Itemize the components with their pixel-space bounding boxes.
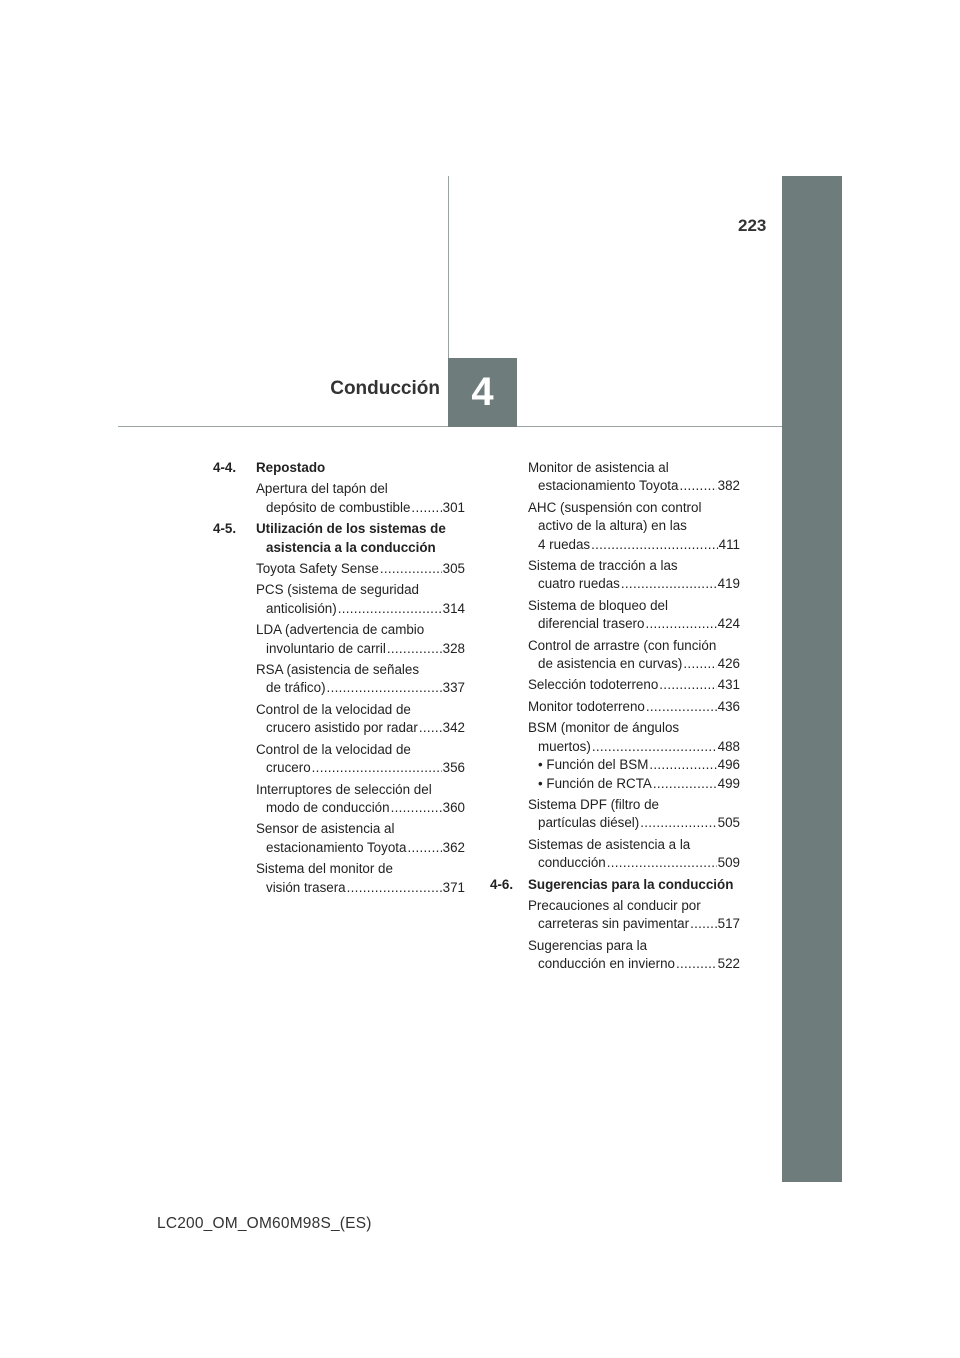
page-ref: 360 — [442, 799, 465, 815]
page-ref: 382 — [717, 478, 740, 494]
toc-entry-fuel-cap[interactable]: Apertura del tapón del depósito de combustible ..... 301 — [256, 480, 465, 517]
toc-entry-cruise[interactable]: Control de la velocidad de crucero ..... 356 — [256, 741, 465, 778]
page-ref: 499 — [717, 775, 740, 791]
toc-subentry-rcta-function[interactable]: • Función de RCTA ..... 499 — [528, 775, 740, 793]
page-ref: 522 — [717, 956, 740, 972]
page-ref: 371 — [442, 879, 465, 895]
page-ref: 436 — [717, 698, 740, 714]
toc-entry-pcs[interactable]: PCS (sistema de seguridad anticolisión) ..... 314 — [256, 581, 465, 618]
chapter-side-tab — [782, 176, 842, 1182]
toc-entry-lda[interactable]: LDA (advertencia de cambio involuntario de carril ..... 328 — [256, 621, 465, 658]
toc-entry-parking-monitor[interactable]: Monitor de asistencia al estacionamiento Toyota ..... 382 — [528, 459, 740, 496]
toc-entry-unpaved[interactable]: Precauciones al conducir por carreteras sin pavimentar ..... 517 — [528, 897, 740, 934]
toc-right-column — [490, 459, 740, 977]
section-4-6[interactable]: 4-6. Sugerencias para la conducción — [490, 876, 734, 892]
page-number: 223 — [738, 216, 767, 235]
page-ref: 496 — [717, 757, 740, 773]
page-ref: 426 — [717, 656, 740, 672]
toc-entry-drive-mode[interactable]: Interruptores de selección del modo de conducción ..... 360 — [256, 781, 465, 818]
toc-left-column — [213, 459, 465, 900]
chapter-number: 4 — [471, 370, 494, 414]
toc-entry-driving-assist[interactable]: Sistemas de asistencia a la conducción ..... 509 — [528, 836, 740, 873]
section-4-4[interactable]: 4-4. Repostado — [213, 460, 326, 475]
page-ref: 424 — [717, 616, 740, 632]
section-4-5[interactable]: 4-5. Utilización de los sistemas de asistencia a la conducción — [213, 521, 446, 555]
toc-entry-4wd[interactable]: Sistema de tracción a las cuatro ruedas ..... 419 — [528, 557, 740, 594]
page-ref: 301 — [442, 499, 465, 515]
toc-entry-diff-lock[interactable]: Sistema de bloqueo del diferencial trasero ..... 424 — [528, 597, 740, 634]
toc-entry-terrain-monitor[interactable]: Monitor todoterreno ..... 436 — [528, 698, 740, 716]
page-ref: 505 — [717, 815, 740, 831]
toc-entry-safety-sense[interactable]: Toyota Safety Sense ..... 305 — [256, 560, 465, 578]
chapter-title: Conducción — [330, 378, 440, 399]
page-ref: 314 — [442, 600, 465, 616]
toc-entry-rsa[interactable]: RSA (asistencia de señales de tráfico) ..... 337 — [256, 661, 465, 698]
toc-entry-parking-sensor[interactable]: Sensor de asistencia al estacionamiento Toyota ..... 362 — [256, 820, 465, 857]
toc-entry-terrain-select[interactable]: Selección todoterreno ..... 431 — [528, 676, 740, 694]
toc-entry-bsm[interactable]: BSM (monitor de ángulos muertos) ..... 488 • Función del BSM ..... 496 • Función de RCTA ..... 499 — [528, 719, 740, 793]
chapter-number-box — [448, 358, 517, 427]
toc-subentry-bsm-function[interactable]: • Función del BSM ..... 496 — [528, 756, 740, 774]
document-code-footer: LC200_OM_OM60M98S_(ES) — [157, 1215, 372, 1232]
page-ref: 342 — [442, 720, 465, 736]
page-ref: 305 — [442, 561, 465, 577]
page-ref: 419 — [717, 576, 740, 592]
page-ref: 337 — [442, 680, 465, 696]
toc-entry-ahc[interactable]: AHC (suspensión con control activo de la altura) en las 4 ruedas ..... 411 — [528, 499, 740, 554]
page-ref: 411 — [718, 536, 740, 552]
page-ref: 362 — [442, 839, 465, 855]
toc-entry-radar-cruise[interactable]: Control de la velocidad de crucero asistido por radar ..... 342 — [256, 701, 465, 738]
toc-entry-dpf[interactable]: Sistema DPF (filtro de partículas diésel) ..... 505 — [528, 796, 740, 833]
page-ref: 517 — [717, 916, 740, 932]
page-ref: 328 — [442, 640, 465, 656]
page-ref: 509 — [717, 855, 740, 871]
toc-entry-winter[interactable]: Sugerencias para la conducción en invierno ..... 522 — [528, 937, 740, 974]
page-ref: 431 — [717, 677, 740, 693]
page-ref: 356 — [442, 760, 465, 776]
toc-entry-crawl-control[interactable]: Control de arrastre (con función de asistencia en curvas) ..... 426 — [528, 637, 740, 674]
page-ref: 488 — [717, 738, 740, 754]
toc-entry-rear-view[interactable]: Sistema del monitor de visión trasera ..... 371 — [256, 860, 465, 897]
header-vertical-rule — [448, 176, 449, 360]
